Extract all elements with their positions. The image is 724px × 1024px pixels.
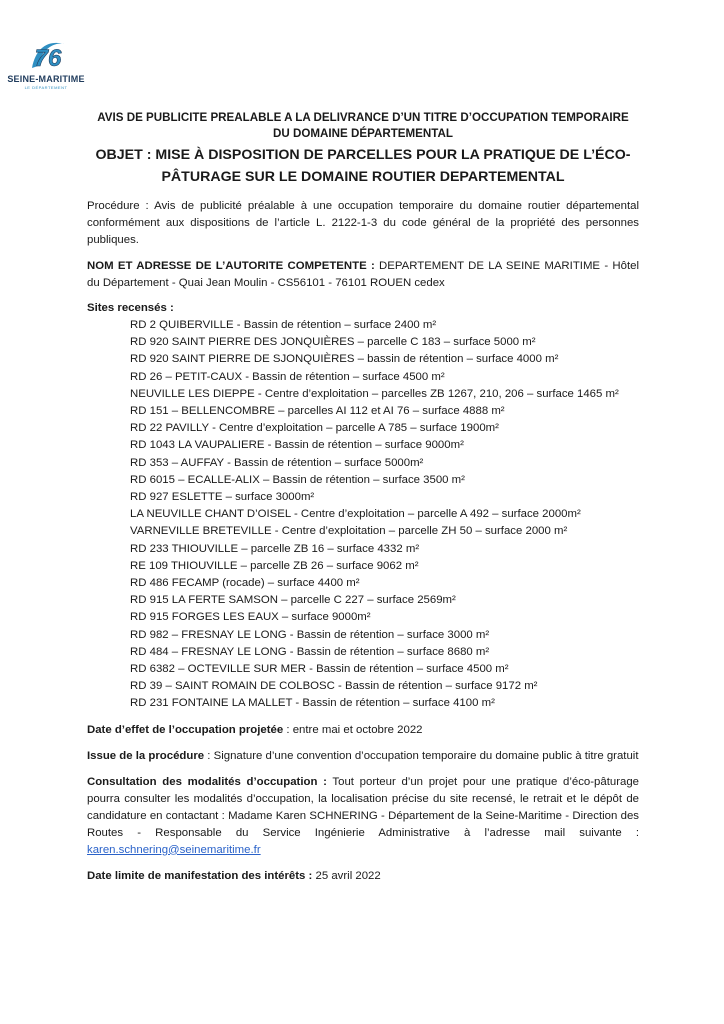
site-item: RD 982 – FRESNAY LE LONG - Bassin de rétention – surface 3000 m² <box>130 628 490 641</box>
site-item: RD 927 ESLETTE – surface 3000m² <box>130 491 315 504</box>
site-item: RD 920 SAINT PIERRE DES JONQUIÈRES – parcelle C 183 – surface 5000 m² <box>130 336 536 349</box>
authority-label: NOM ET ADRESSE DE L’AUTORITE COMPETENTE : <box>87 260 375 272</box>
procedure-paragraph <box>87 198 639 249</box>
objet-heading <box>87 144 639 188</box>
site-item: NEUVILLE LES DIEPPE - Centre d’exploitation – parcelles ZB 1267, 210, 206 – surface 1465 m² <box>130 387 619 400</box>
site-item: RD 233 THIOUVILLE – parcelle ZB 16 – surface 4332 m² <box>130 542 420 555</box>
issue-text: : Signature d’une convention d’occupation temporaire du domaine public à titre gratuit <box>204 749 639 762</box>
consultation-text: Tout porteur d’un projet pour une pratique d’éco-pâturage pourra consulter les modalités d’occupation, la localisation précise du site recensé, le retrait et le dépôt de candidature en contactant : Madame Karen SCHNERING - Département de la Seine-Maritime - Direction des Routes - Responsable du Service Ingénierie Administrative à l’adresse mail suivante : <box>87 775 640 839</box>
issue-label: Issue de la procédure <box>87 749 205 762</box>
notice-body <box>87 110 639 885</box>
site-item: RD 484 – FRESNAY LE LONG - Bassin de rétention – surface 8680 m² <box>130 645 490 658</box>
logo-76-emblem <box>28 38 68 74</box>
contact-email-link[interactable]: karen.schnering@seinemaritime.fr <box>87 843 261 856</box>
procedure-text: Avis de publicité préalable à une occupation temporaire du domaine routier départemental conformément aux dispositions de l’article L. 2122-1-3 du code général de la propriété des personnes publiques. <box>87 200 639 246</box>
site-item: RD 915 FORGES LES EAUX – surface 9000m² <box>130 611 371 624</box>
site-item: RD 486 FECAMP (rocade) – surface 4400 m² <box>130 577 360 590</box>
site-item: RD 151 – BELLENCOMBRE – parcelles AI 112 et AI 76 – surface 4888 m² <box>130 405 505 418</box>
site-item: RD 39 – SAINT ROMAIN DE COLBOSC - Bassin de rétention – surface 9172 m² <box>130 680 538 693</box>
logo-number: 76 <box>34 45 62 72</box>
procedure-label: Procédure : <box>87 200 149 212</box>
authority-text: DEPARTEMENT DE LA SEINE MARITIME - Hôtel du Département - Quai Jean Moulin - CS56101 - 76101 ROUEN cedex <box>87 260 640 289</box>
site-item: RD 6382 – OCTEVILLE SUR MER - Bassin de rétention – surface 4500 m² <box>130 663 509 676</box>
site-item: RD 353 – AUFFAY - Bassin de rétention – surface 5000m² <box>130 456 424 469</box>
site-item: RD 26 – PETIT-CAUX - Bassin de rétention – surface 4500 m² <box>130 370 445 383</box>
site-item: RD 22 PAVILLY - Centre d’exploitation – parcelle A 785 – surface 1900m² <box>130 422 499 435</box>
sites-list <box>87 317 639 713</box>
deadline-paragraph <box>87 868 639 885</box>
site-item: RD 6015 – ECALLE-ALIX – Bassin de rétention – surface 3500 m² <box>130 473 465 486</box>
site-item: VARNEVILLE BRETEVILLE - Centre d’exploitation – parcelle ZH 50 – surface 2000 m² <box>130 525 568 538</box>
notice-title-line2: DU DOMAINE DÉPARTEMENTAL <box>273 127 453 140</box>
logo-subtitle: LE DÉPARTEMENT <box>24 85 68 90</box>
site-item: RD 915 LA FERTE SAMSON – parcelle C 227 – surface 2569m² <box>130 594 456 607</box>
sites-label: Sites recensés : <box>87 302 174 314</box>
effect-date-paragraph <box>87 722 639 739</box>
effect-date-label: Date d’effet de l’occupation projetée <box>87 723 284 736</box>
site-item: RD 2 QUIBERVILLE - Bassin de rétention – surface 2400 m² <box>130 319 437 331</box>
authority-paragraph <box>87 258 639 292</box>
issue-paragraph <box>87 748 639 765</box>
effect-date-text: : entre mai et octobre 2022 <box>283 723 423 736</box>
deadline-label: Date limite de manifestation des intérêts : <box>87 869 313 882</box>
deadline-text: 25 avril 2022 <box>312 869 381 882</box>
objet-heading-line2: PÂTURAGE SUR LE DOMAINE ROUTIER DEPARTEMENTAL <box>161 169 565 185</box>
department-logo <box>6 38 86 92</box>
logo-name: SEINE-MARITIME <box>7 74 85 84</box>
notice-title <box>87 110 639 142</box>
site-item: RD 920 SAINT PIERRE DE SJONQUIÈRES – bassin de rétention – surface 4000 m² <box>130 353 559 366</box>
consultation-label: Consultation des modalités d’occupation : <box>87 775 327 788</box>
consultation-paragraph <box>87 774 639 859</box>
site-item: RD 231 FONTAINE LA MALLET - Bassin de rétention – surface 4100 m² <box>130 697 495 710</box>
objet-heading-line1: OBJET : MISE À DISPOSITION DE PARCELLES POUR LA PRATIQUE DE L’ÉCO- <box>95 147 631 163</box>
site-item: LA NEUVILLE CHANT D’OISEL - Centre d’exploitation – parcelle A 492 – surface 2000m² <box>130 508 581 521</box>
site-item: RD 1043 LA VAUPALIERE - Bassin de rétention – surface 9000m² <box>130 439 464 452</box>
site-item: RE 109 THIOUVILLE – parcelle ZB 26 – surface 9062 m² <box>130 559 419 572</box>
notice-title-line1: AVIS DE PUBLICITE PREALABLE A LA DELIVRANCE D’UN TITRE D’OCCUPATION TEMPORAIRE <box>97 111 629 124</box>
